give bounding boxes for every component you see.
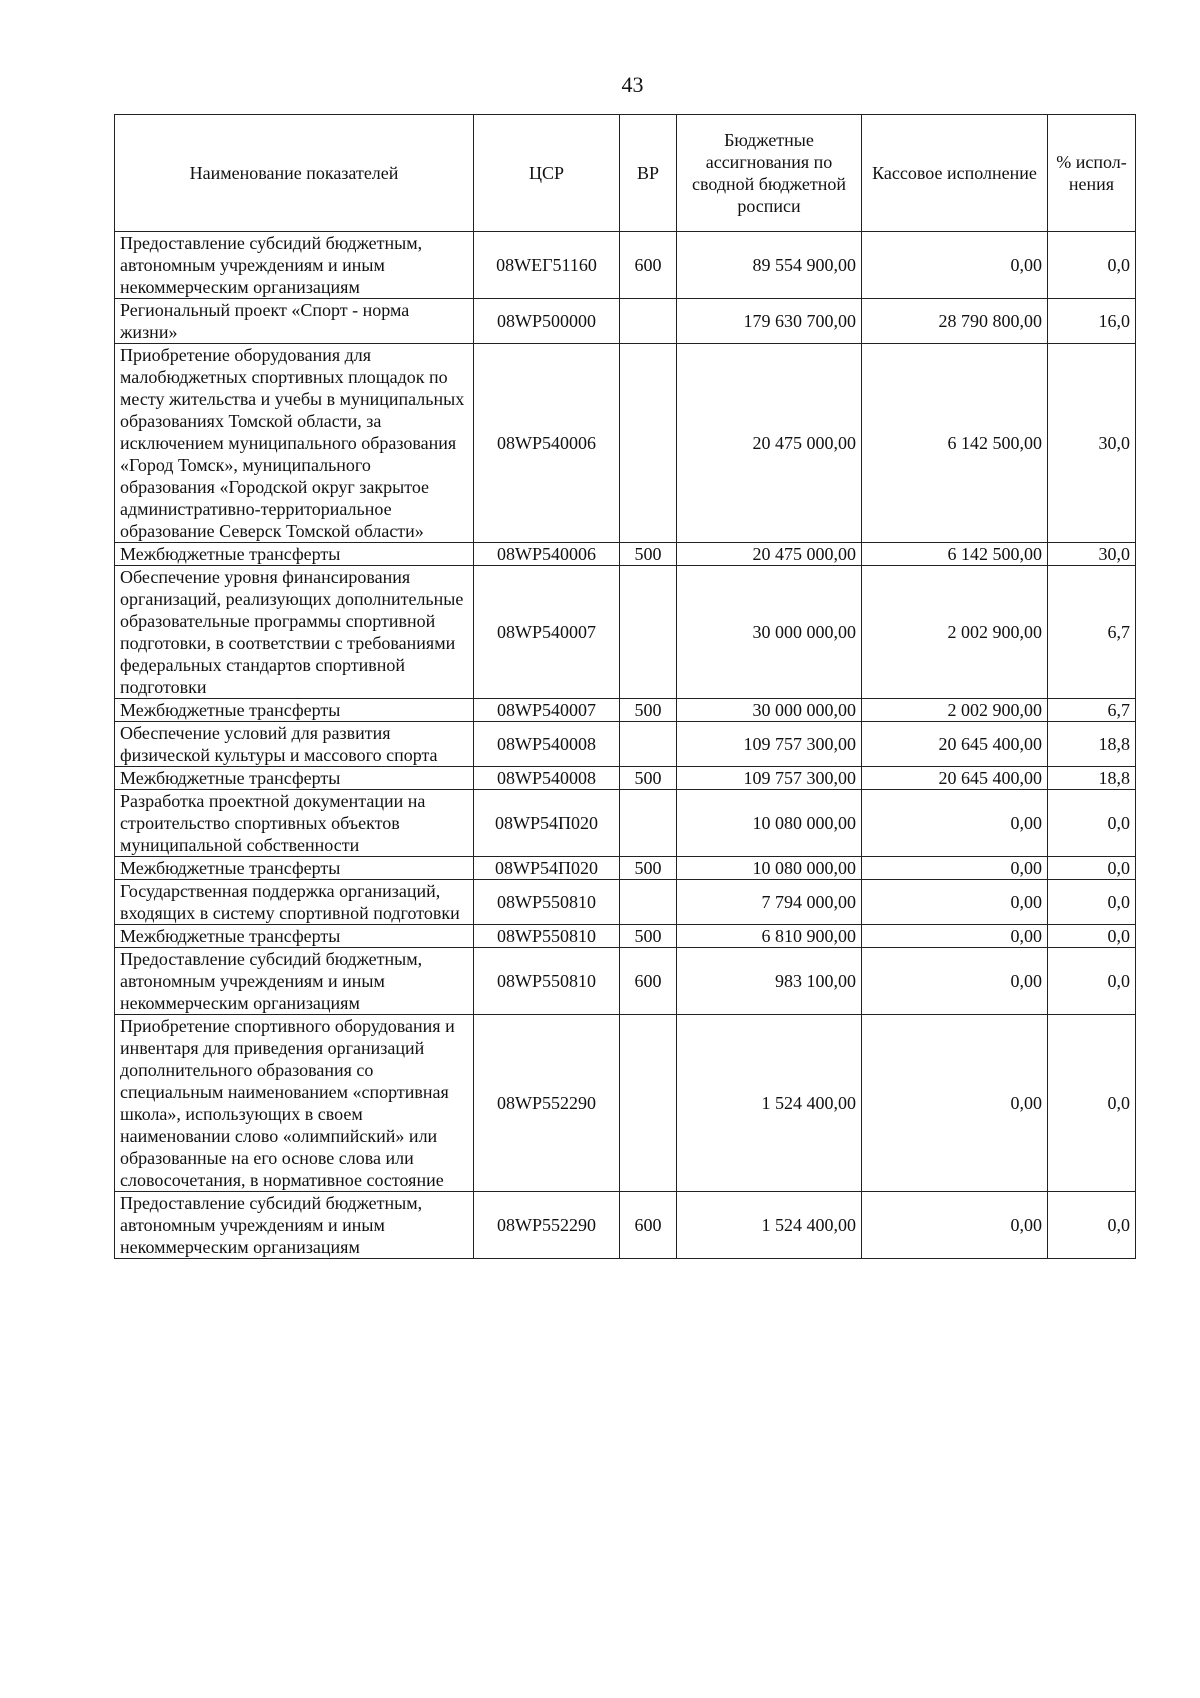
cell-vr [620,1015,677,1192]
table-row [115,880,1136,925]
cell-name: Обеспечение условий для развития физической культуры и массового спорта [115,722,474,767]
header-percent: % испол-нения [1048,115,1136,232]
cell-name: Межбюджетные трансферты [115,767,474,790]
cell-budget: 10 080 000,00 [677,857,862,880]
cell-execution: 20 645 400,00 [862,767,1048,790]
table-header-row [115,115,1136,232]
cell-csr: 08WР550810 [474,880,620,925]
table-row [115,566,1136,699]
cell-execution: 0,00 [862,790,1048,857]
cell-vr [620,344,677,543]
cell-vr: 500 [620,767,677,790]
table-row [115,543,1136,566]
cell-execution: 2 002 900,00 [862,566,1048,699]
table-row [115,948,1136,1015]
cell-execution: 0,00 [862,1192,1048,1259]
cell-csr: 08WР540006 [474,543,620,566]
cell-percent: 0,0 [1048,1015,1136,1192]
cell-vr: 600 [620,948,677,1015]
cell-vr [620,880,677,925]
cell-vr: 500 [620,699,677,722]
cell-csr: 08WР540007 [474,566,620,699]
budget-execution-table [114,114,1136,1259]
cell-csr: 08WР550810 [474,948,620,1015]
cell-execution: 6 142 500,00 [862,543,1048,566]
cell-vr [620,299,677,344]
cell-percent: 6,7 [1048,566,1136,699]
cell-csr: 08WР552290 [474,1192,620,1259]
cell-name: Приобретение спортивного оборудования и инвентаря для приведения организаций дополнительного образования со специальным наименованием «спортивная школа», использующих в своем наименовании слово «олимпийский» или образованные на его основе слова или словосочетания, в нормативное состояние [115,1015,474,1192]
table-row [115,344,1136,543]
cell-name: Межбюджетные трансферты [115,857,474,880]
cell-execution: 0,00 [862,857,1048,880]
cell-execution: 6 142 500,00 [862,344,1048,543]
cell-vr [620,722,677,767]
cell-execution: 0,00 [862,880,1048,925]
cell-percent: 30,0 [1048,543,1136,566]
cell-execution: 2 002 900,00 [862,699,1048,722]
cell-csr: 08WР550810 [474,925,620,948]
cell-percent: 0,0 [1048,925,1136,948]
cell-budget: 10 080 000,00 [677,790,862,857]
cell-name: Межбюджетные трансферты [115,925,474,948]
cell-name: Государственная поддержка организаций, входящих в систему спортивной подготовки [115,880,474,925]
cell-vr [620,566,677,699]
cell-name: Предоставление субсидий бюджетным, автономным учреждениям и иным некоммерческим организациям [115,948,474,1015]
cell-percent: 0,0 [1048,232,1136,299]
cell-csr: 08WР540006 [474,344,620,543]
cell-name: Предоставление субсидий бюджетным, автономным учреждениям и иным некоммерческим организациям [115,232,474,299]
table-row [115,790,1136,857]
cell-execution: 0,00 [862,948,1048,1015]
cell-budget: 20 475 000,00 [677,344,862,543]
cell-name: Межбюджетные трансферты [115,543,474,566]
cell-name: Межбюджетные трансферты [115,699,474,722]
table-row [115,1192,1136,1259]
cell-budget: 20 475 000,00 [677,543,862,566]
header-execution: Кассовое исполнение [862,115,1048,232]
table-row [115,767,1136,790]
cell-execution: 0,00 [862,925,1048,948]
cell-percent: 0,0 [1048,790,1136,857]
header-name: Наименование показателей [115,115,474,232]
table-row [115,925,1136,948]
cell-vr: 500 [620,543,677,566]
cell-execution: 20 645 400,00 [862,722,1048,767]
cell-budget: 983 100,00 [677,948,862,1015]
cell-budget: 1 524 400,00 [677,1015,862,1192]
cell-csr: 08WР54П020 [474,790,620,857]
cell-budget: 179 630 700,00 [677,299,862,344]
cell-name: Региональный проект «Спорт - норма жизни» [115,299,474,344]
cell-execution: 28 790 800,00 [862,299,1048,344]
cell-percent: 0,0 [1048,857,1136,880]
cell-percent: 18,8 [1048,722,1136,767]
cell-percent: 0,0 [1048,880,1136,925]
header-csr: ЦСР [474,115,620,232]
table-row [115,857,1136,880]
cell-name: Обеспечение уровня финансирования организаций, реализующих дополнительные образовательные программы спортивной подготовки, в соответствии с требованиями федеральных стандартов спортивной подготовки [115,566,474,699]
table-row [115,722,1136,767]
cell-budget: 7 794 000,00 [677,880,862,925]
cell-percent: 16,0 [1048,299,1136,344]
cell-name: Приобретение оборудования для малобюджетных спортивных площадок по месту жительства и учебы в муниципальных образованиях Томской области, за исключением муниципального образования «Город Томск», муниципального образования «Городской округ закрытое административно-территориальное образование Северск Томской области» [115,344,474,543]
cell-execution: 0,00 [862,232,1048,299]
cell-csr: 08WР540008 [474,722,620,767]
cell-budget: 89 554 900,00 [677,232,862,299]
cell-percent: 30,0 [1048,344,1136,543]
cell-vr: 500 [620,857,677,880]
cell-budget: 1 524 400,00 [677,1192,862,1259]
table-row [115,299,1136,344]
cell-csr: 08WЕГ51160 [474,232,620,299]
cell-csr: 08WР54П020 [474,857,620,880]
cell-percent: 6,7 [1048,699,1136,722]
cell-vr: 600 [620,232,677,299]
cell-name: Предоставление субсидий бюджетным, автономным учреждениям и иным некоммерческим организациям [115,1192,474,1259]
cell-percent: 0,0 [1048,948,1136,1015]
cell-csr: 08WР500000 [474,299,620,344]
page-number: 43 [621,72,644,97]
cell-execution: 0,00 [862,1015,1048,1192]
cell-budget: 30 000 000,00 [677,699,862,722]
table-row [115,699,1136,722]
header-budget: Бюджетные ассигнования по сводной бюджетной росписи [677,115,862,232]
cell-percent: 0,0 [1048,1192,1136,1259]
header-vr: ВР [620,115,677,232]
cell-csr: 08WР540007 [474,699,620,722]
cell-vr [620,790,677,857]
table-row [115,232,1136,299]
cell-csr: 08WР552290 [474,1015,620,1192]
cell-vr: 600 [620,1192,677,1259]
cell-budget: 30 000 000,00 [677,566,862,699]
cell-vr: 500 [620,925,677,948]
cell-name: Разработка проектной документации на строительство спортивных объектов муниципальной собственности [115,790,474,857]
cell-csr: 08WР540008 [474,767,620,790]
cell-budget: 6 810 900,00 [677,925,862,948]
table-row [115,1015,1136,1192]
cell-budget: 109 757 300,00 [677,767,862,790]
cell-percent: 18,8 [1048,767,1136,790]
cell-budget: 109 757 300,00 [677,722,862,767]
